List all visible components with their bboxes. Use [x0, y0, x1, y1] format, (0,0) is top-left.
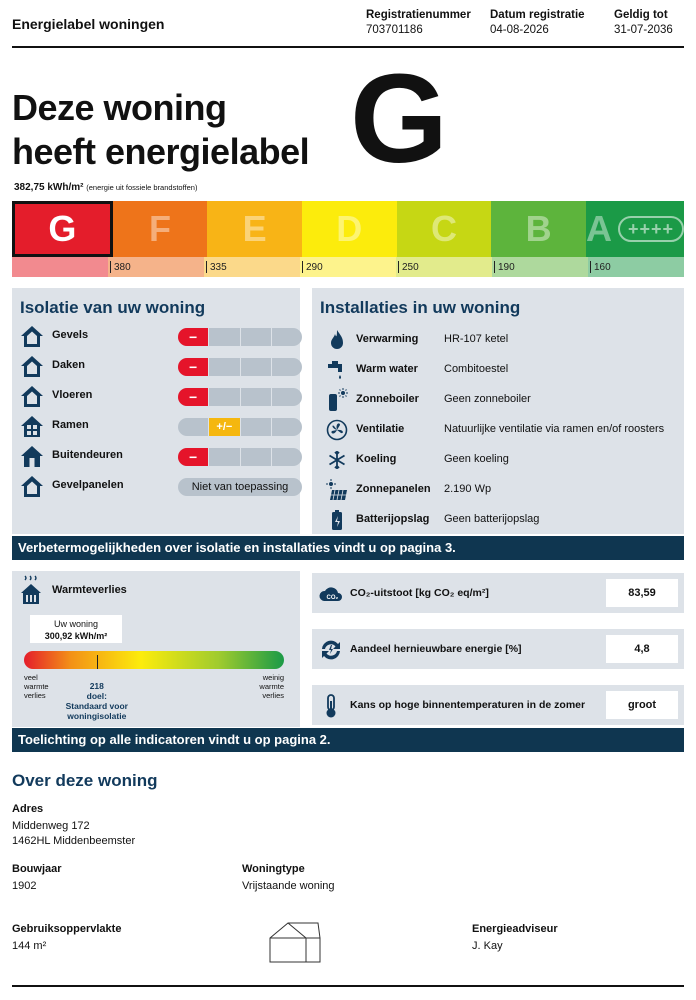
adres-line-2: 1462HL Middenbeemster: [12, 835, 136, 847]
meta-datum-registratie: [490, 9, 585, 36]
installatie-row: [326, 508, 686, 532]
indicator-label: Aandeel hernieuwbare energie [%]: [350, 643, 522, 655]
installatie-name: Koeling: [356, 453, 397, 465]
installatie-row: [326, 328, 686, 352]
solar-boiler-icon: [326, 388, 348, 412]
indicator-value: 4,8: [606, 635, 678, 663]
standard-tick: [97, 655, 98, 669]
installatie-row: [326, 478, 686, 502]
label-letter: G: [48, 208, 77, 249]
label-letter: B: [525, 208, 552, 249]
isolatie-panel: [12, 288, 300, 534]
meta-value: 703701186: [366, 24, 423, 36]
indicator-value: 83,59: [606, 579, 678, 607]
indicator-renewable: [312, 629, 684, 669]
energy-note: (energie uit fossiele brandstoffen): [86, 183, 198, 192]
label-segment-c: [397, 201, 492, 257]
adviseur-block: [472, 923, 558, 954]
standard-label: [57, 681, 137, 721]
meter-cell: [272, 448, 302, 466]
meter-cell: −: [178, 328, 209, 346]
document-title: Energielabel woningen: [12, 16, 165, 32]
isolatie-name: Buitendeuren: [52, 449, 123, 461]
threshold-value: 335: [210, 261, 227, 273]
indicator-value: groot: [606, 691, 678, 719]
meter-cell: [241, 358, 272, 376]
isolatie-row: [20, 384, 302, 408]
adres-label: Adres: [12, 803, 44, 815]
installatie-value: Geen zonneboiler: [444, 393, 531, 405]
snowflake-icon: [326, 448, 348, 472]
installaties-title: Installaties in uw woning: [320, 298, 521, 317]
adviseur-label: Energieadviseur: [472, 923, 558, 935]
hero-title: [12, 86, 309, 174]
panel-icon: [20, 474, 44, 498]
meter-cell: [272, 328, 302, 346]
woningtype-label: Woningtype: [242, 863, 305, 875]
indicator-binnentemperatuur: [312, 685, 684, 725]
meter-cell: −: [178, 358, 209, 376]
meter-cell: [272, 358, 302, 376]
woningtype-value: Vrijstaande woning: [242, 880, 335, 892]
meta-geldig-tot: [614, 9, 673, 36]
threshold-value: 250: [402, 261, 419, 273]
installatie-name: Zonnepanelen: [356, 483, 431, 495]
tap-icon: [326, 358, 348, 382]
meter-cell: [241, 388, 272, 406]
isolatie-name: Daken: [52, 359, 86, 371]
installatie-value: Combitoestel: [444, 363, 509, 375]
threshold-value: 190: [498, 261, 515, 273]
installaties-panel: [312, 288, 684, 534]
floor-icon: [20, 384, 44, 408]
meta-registratienummer: [366, 9, 471, 36]
warmteverlies-gradient-bar: [24, 651, 284, 669]
meta-label: Datum registratie: [490, 9, 585, 21]
uw-woning-callout: [30, 615, 122, 643]
isolatie-row: [20, 414, 302, 438]
roof-icon: [20, 354, 44, 378]
isolatie-row: [20, 324, 302, 348]
plus-pill: ++++: [618, 216, 684, 242]
threshold-segment: [588, 257, 684, 277]
solar-panel-icon: [326, 478, 348, 502]
isolatie-name: Ramen: [52, 419, 89, 431]
meter-cell: +/−: [209, 418, 240, 436]
warmteverlies-title: Warmteverlies: [52, 584, 127, 596]
thermometer-icon: [318, 693, 344, 719]
threshold-value: 380: [114, 261, 131, 273]
installatie-value: Natuurlijke ventilatie via ramen en/of roosters: [444, 423, 665, 435]
meter-cell: −: [178, 448, 209, 466]
woningtype-block: [242, 863, 335, 894]
meter-cell: [241, 448, 272, 466]
meta-value: 04-08-2026: [490, 24, 549, 36]
label-segment-d: [302, 201, 397, 257]
standard-line: woningisolatie: [67, 711, 127, 721]
renewable-icon: [318, 637, 344, 663]
installatie-name: Ventilatie: [356, 423, 405, 435]
energy-label-scale: [12, 201, 684, 257]
label-letter: D: [336, 208, 363, 249]
co2-cloud-icon: [318, 581, 344, 607]
threshold-tick: [398, 261, 399, 273]
threshold-tick: [494, 261, 495, 273]
isolatie-meter: [178, 358, 302, 376]
label-letter: A: [585, 208, 612, 249]
oppervlakte-value: 144 m²: [12, 940, 47, 952]
banner-verbetermogelijkheden: Verbetermogelijkheden over isolatie en installaties vindt u op pagina 3.: [12, 536, 684, 560]
window-icon: [20, 414, 44, 438]
flame-icon: [326, 328, 348, 352]
meter-cell: [209, 328, 240, 346]
threshold-value: 160: [594, 261, 611, 273]
callout-value: 300,92 kWh/m²: [44, 631, 108, 641]
isolatie-name: Gevels: [52, 329, 89, 341]
adviseur-value: J. Kay: [472, 940, 503, 952]
isolatie-meter: [178, 418, 302, 436]
label-letter: E: [242, 208, 267, 249]
threshold-segment: [396, 257, 492, 277]
wall-icon: [20, 324, 44, 348]
svg-text:CO₂: CO₂: [326, 595, 339, 601]
isolatie-name: Gevelpanelen: [52, 479, 124, 491]
installatie-name: Warm water: [356, 363, 418, 375]
isolatie-row: [20, 444, 302, 468]
meter-cell: [178, 418, 209, 436]
energy-value: 382,75 kWh/m²: [14, 182, 84, 193]
indicator-label: Kans op hoge binnentemperaturen in de zomer: [350, 699, 586, 711]
installatie-row: [326, 358, 686, 382]
hero-line-1: Deze woning: [12, 87, 227, 128]
installatie-value: 2.190 Wp: [444, 483, 492, 495]
threshold-scale: [12, 257, 684, 277]
energy-value-line: [14, 182, 197, 193]
scale-min-label: veel warmte verlies: [24, 673, 49, 700]
label-segment-f: [113, 201, 208, 257]
over-title: Over deze woning: [12, 771, 158, 790]
oppervlakte-block: [12, 923, 121, 954]
house-outline-icon: [268, 920, 322, 964]
standard-value: 218: [89, 681, 104, 691]
battery-icon: [326, 508, 348, 532]
label-segment-e: [207, 201, 302, 257]
fan-icon: [326, 418, 348, 442]
document-header: [12, 8, 684, 48]
installatie-row: [326, 388, 686, 412]
meter-cell: [209, 358, 240, 376]
meta-label: Geldig tot: [614, 9, 668, 21]
bouwjaar-value: 1902: [12, 880, 37, 892]
bottom-rule: [12, 985, 684, 987]
standard-line: Standaard voor: [65, 701, 128, 711]
installatie-name: Verwarming: [356, 333, 419, 345]
isolatie-title: Isolatie van uw woning: [20, 298, 206, 317]
installatie-name: Zonneboiler: [356, 393, 419, 405]
scale-max-label: weinig warmte verlies: [259, 673, 284, 700]
threshold-segment: [492, 257, 588, 277]
isolatie-meter: [178, 388, 302, 406]
installatie-row: [326, 418, 686, 442]
meter-cell: [241, 418, 272, 436]
meta-value: 31-07-2036: [614, 24, 673, 36]
installatie-name: Batterijopslag: [356, 513, 430, 525]
meter-cell: [272, 418, 302, 436]
label-segment-g: [12, 201, 113, 257]
installatie-row: [326, 448, 686, 472]
isolatie-row: [20, 354, 302, 378]
threshold-segment: [12, 257, 108, 277]
meter-cell: [209, 448, 240, 466]
indicator-label: CO₂-uitstoot [kg CO₂ eq/m²]: [350, 587, 489, 599]
standard-line: doel:: [86, 691, 107, 701]
bouwjaar-label: Bouwjaar: [12, 863, 62, 875]
not-applicable-pill: Niet van toepassing: [178, 478, 302, 496]
warmteverlies-panel: [12, 571, 300, 727]
threshold-tick: [302, 261, 303, 273]
isolatie-name: Vloeren: [52, 389, 93, 401]
door-icon: [20, 444, 44, 468]
isolatie-meter: [178, 328, 302, 346]
threshold-segment: [204, 257, 300, 277]
oppervlakte-label: Gebruiksoppervlakte: [12, 923, 122, 935]
label-letter: F: [148, 208, 171, 249]
indicator-co2: [312, 573, 684, 613]
energy-label-letter: G: [350, 48, 449, 189]
banner-toelichting: Toelichting op alle indicatoren vindt u op pagina 2.: [12, 728, 684, 752]
callout-label: Uw woning: [53, 619, 99, 629]
installatie-value: Geen koeling: [444, 453, 509, 465]
installatie-value: Geen batterijopslag: [444, 513, 540, 525]
hero-line-2: heeft energielabel: [12, 131, 310, 172]
isolatie-row: [20, 474, 302, 498]
meter-cell: [241, 328, 272, 346]
meter-cell: [272, 388, 302, 406]
meta-label: Registratienummer: [366, 9, 471, 21]
isolatie-meter: [178, 448, 302, 466]
threshold-segment: [300, 257, 396, 277]
label-letter: C: [430, 208, 457, 249]
label-segment-a: [586, 201, 684, 257]
threshold-value: 290: [306, 261, 323, 273]
house-heat-icon: [20, 575, 42, 605]
adres-block: [12, 803, 135, 849]
threshold-tick: [110, 261, 111, 273]
adres-line-1: Middenweg 172: [12, 820, 90, 832]
installatie-value: HR-107 ketel: [444, 333, 509, 345]
threshold-tick: [590, 261, 591, 273]
meter-cell: −: [178, 388, 209, 406]
meter-cell: [209, 388, 240, 406]
bouwjaar-block: [12, 863, 62, 894]
label-segment-b: [491, 201, 586, 257]
threshold-tick: [206, 261, 207, 273]
threshold-segment: [108, 257, 204, 277]
